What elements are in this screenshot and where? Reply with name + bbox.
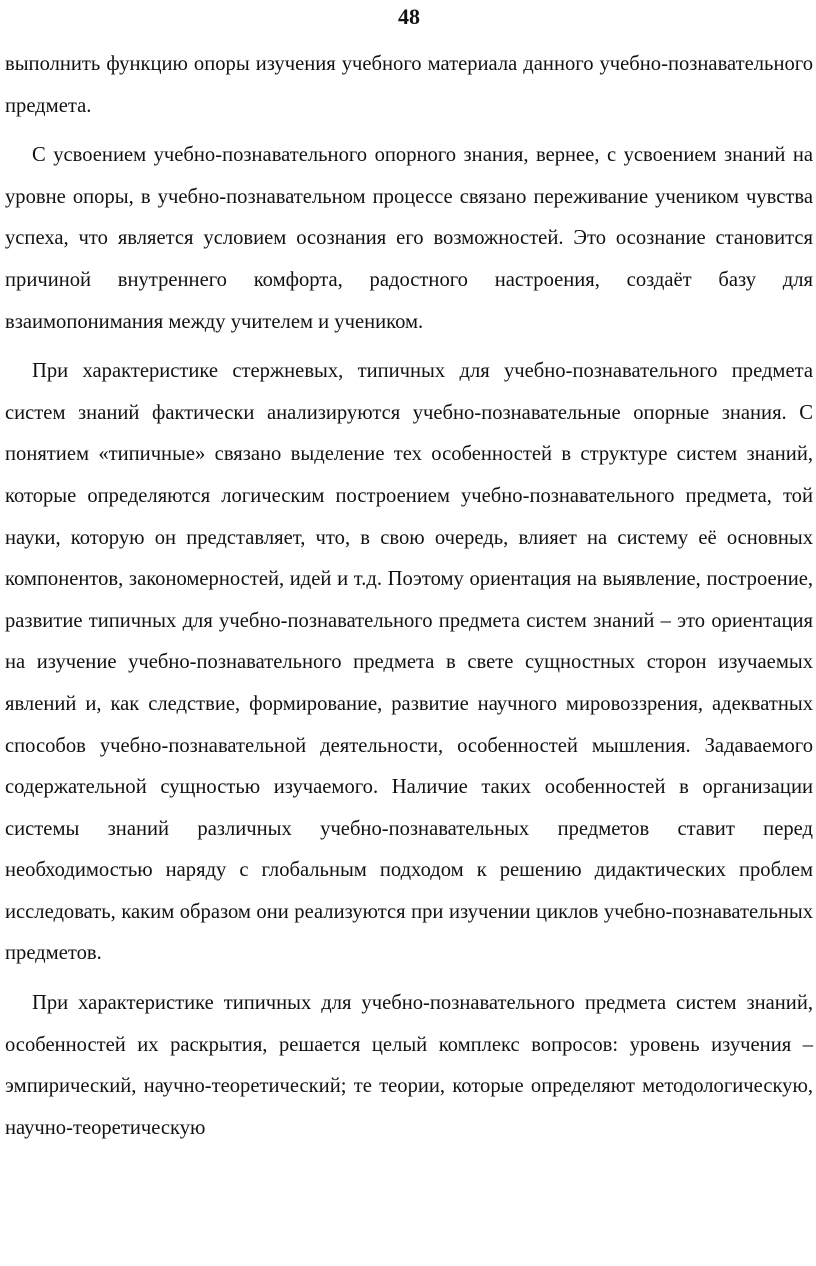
page-number: 48 (398, 4, 420, 29)
paragraph-typical-systems: При характеристике стержневых, типичных для учебно-познавательного предмета систем знаний фактически анализируются учебно-познавательные опорные знания. С понятием «типичные» связано выделение тех особенностей в структуре систем знаний, которые определяются логическим построением учебно-познавательного предмета, той науки, которую он представляет, что, в свою очередь, влияет на систему её основных компонентов, закономерностей, идей и т.д. Поэтому ориентация на выявление, построение, развитие типичных для учебно-познавательного предмета систем знаний – это ориентация на изучение учебно-познавательного предмета в свете сущностных сторон изучаемых явлений и, как следствие, формирование, развитие научного мировоззрения, адекватных способов учебно-познавательной деятельности, особенностей мышления. Задаваемого содержательной сущностью изучаемого. Наличие таких особенностей в организации системы знаний различных учебно-познавательных предметов ставит перед необходимостью наряду с глобальным подходом к решению дидактических проблем исследовать, каким образом они реализуются при изучении циклов учебно-познавательных предметов. (5, 360, 813, 965)
document-body (5, 44, 813, 1149)
paragraph-success-experience: С усвоением учебно-познавательного опорного знания, вернее, с усвоением знаний на уровне опоры, в учебно-познавательном процессе связано переживание учеником чувства успеха, что является условием осознания его возможностей. Это осознание становится причиной внутреннего комфорта, радостного настроения, создаёт базу для взаимопонимания между учителем и учеником. (5, 144, 813, 333)
document-page (5, 0, 813, 1149)
paragraph-continuation: выполнить функцию опоры изучения учебного материала данного учебно-познавательного предмета. (5, 53, 813, 117)
paragraph-characteristics: При характеристике типичных для учебно-познавательного предмета систем знаний, особенностей их раскрытия, решается целый комплекс вопросов: уровень изучения – эмпирический, научно-теоретический; те теории, которые определяют методологическую, научно-теоретическую (5, 992, 813, 1139)
